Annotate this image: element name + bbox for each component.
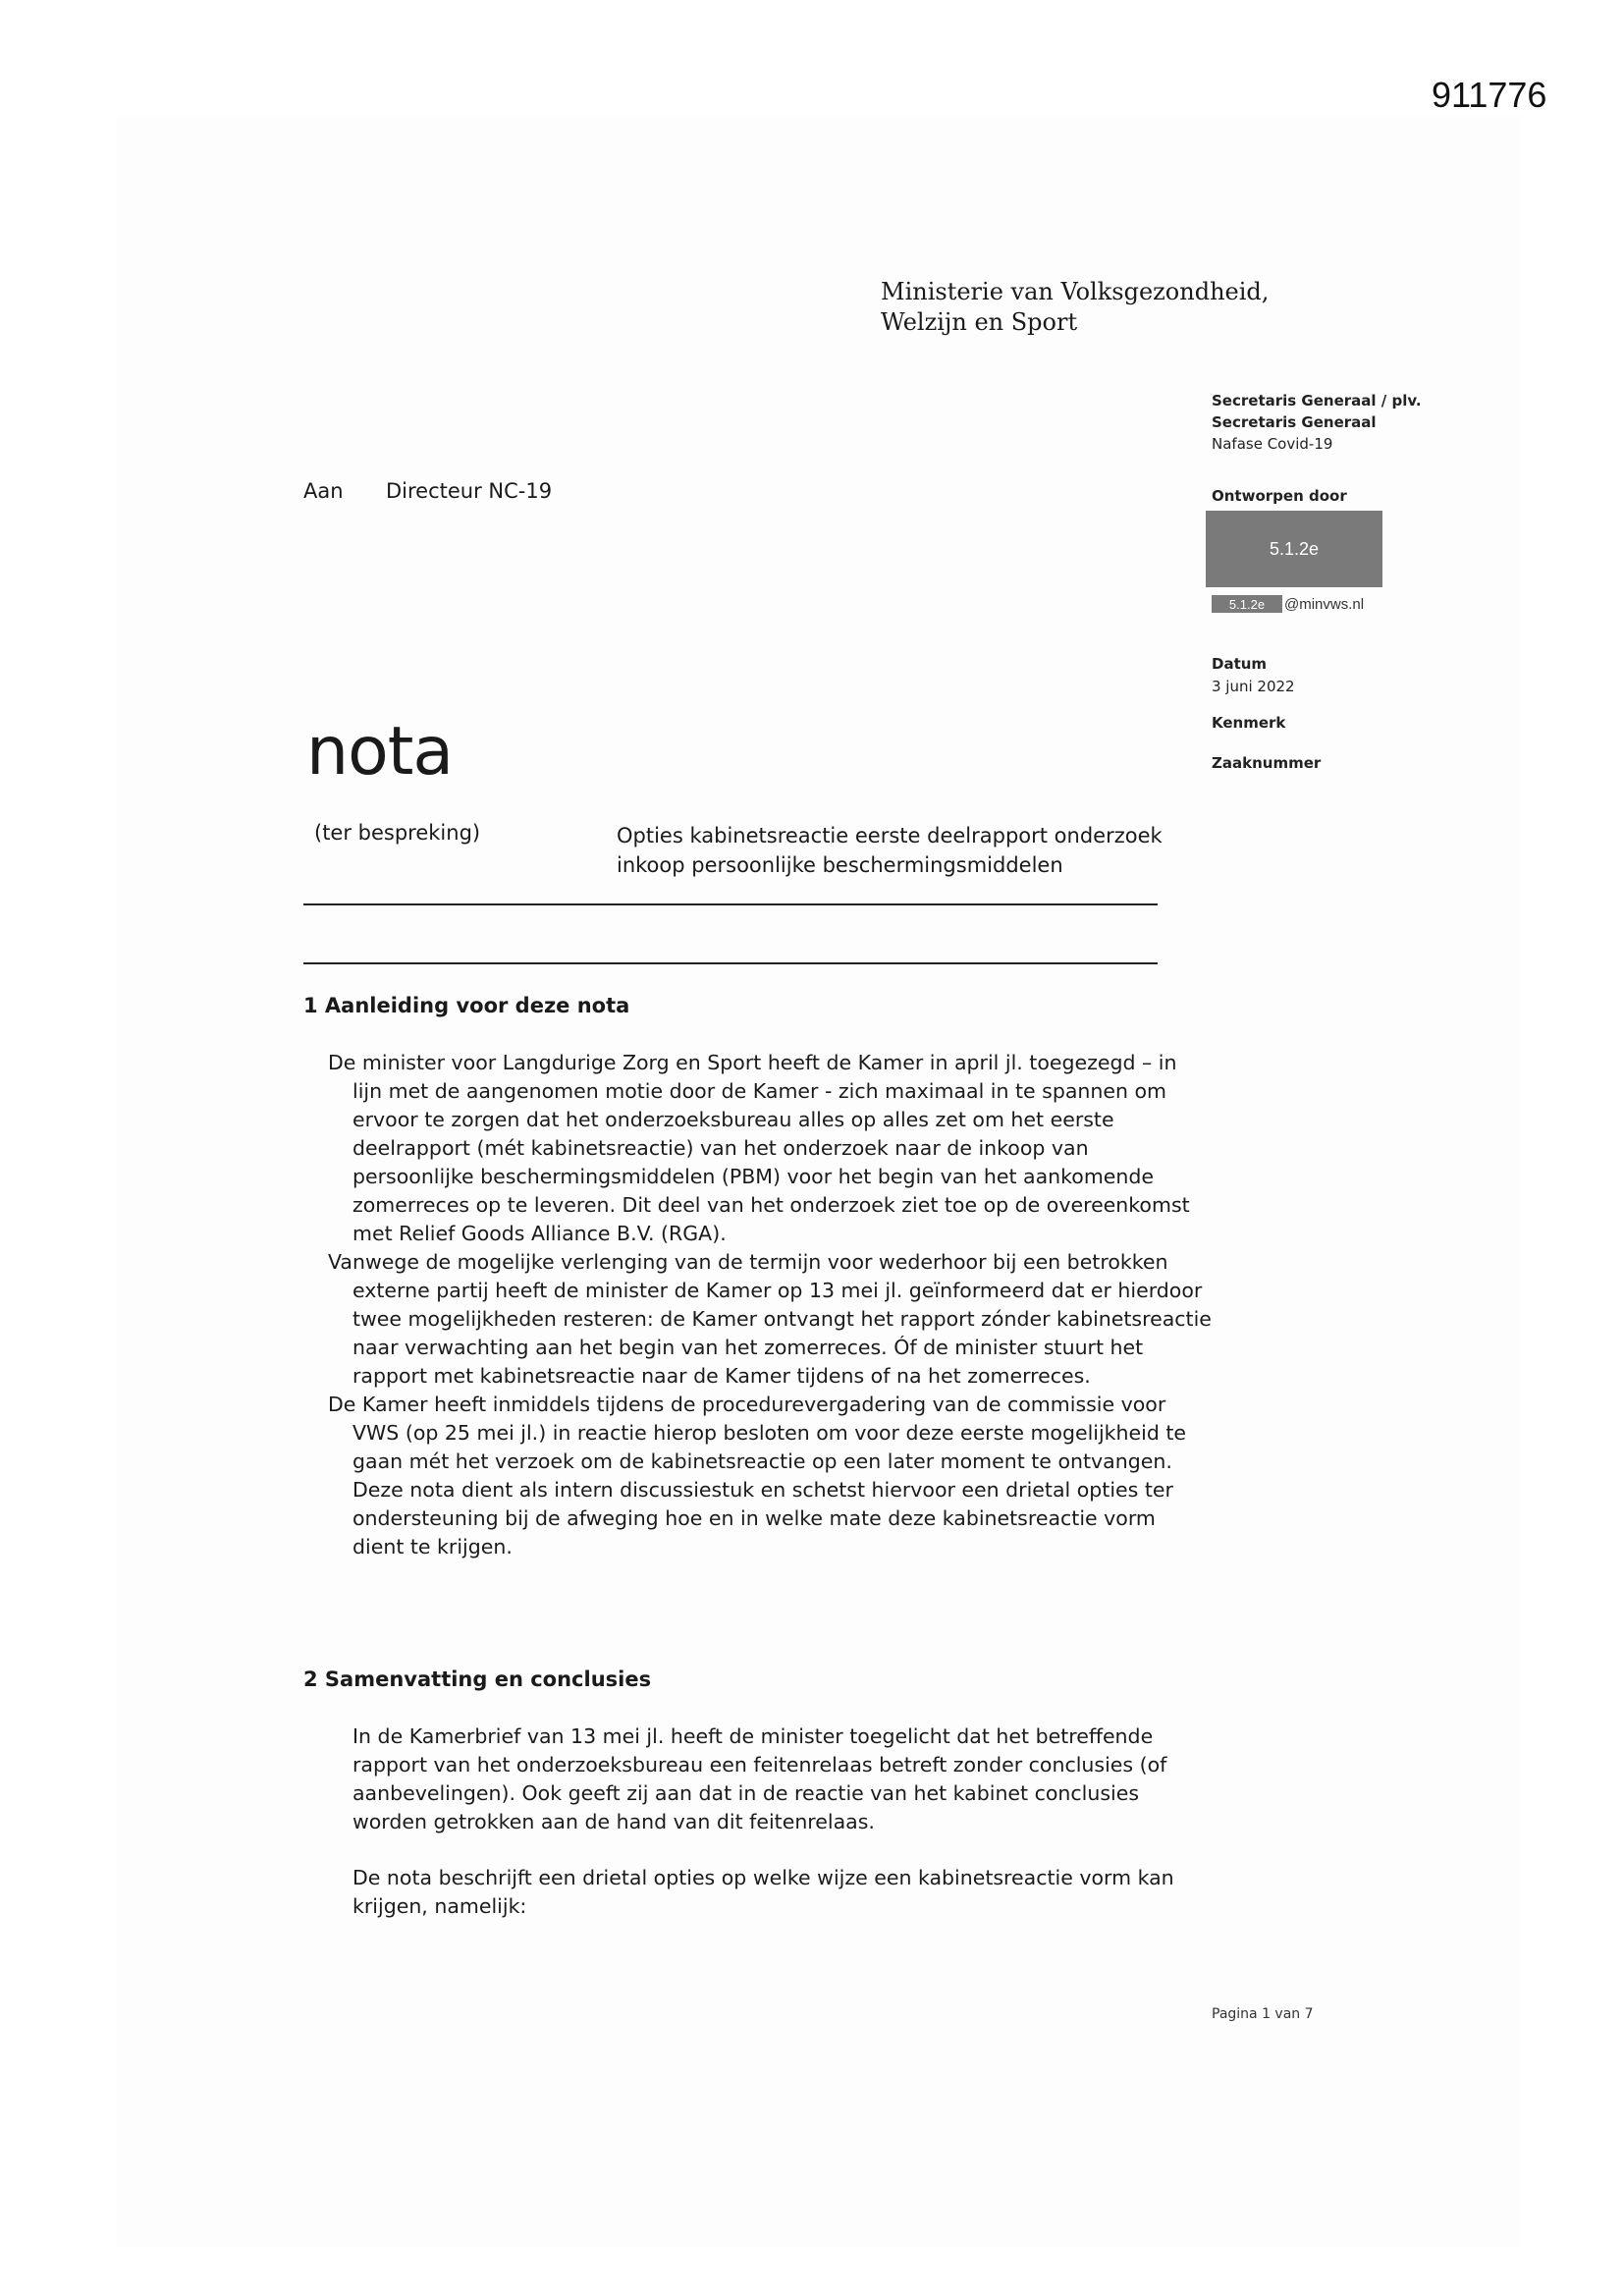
divider-top [303,903,1158,905]
document-status: (ter bespreking) [314,821,481,845]
department-line-1: Secretaris Generaal / plv. [1212,392,1422,410]
email-domain: @minvws.nl [1284,595,1365,613]
section-1-paragraph: De minister voor Langdurige Zorg en Sport heeft de Kamer in april jl. toegezegd – in lijn met de aangenomen motie door de Kamer - zich maximaal in te spannen om ervoor te zorgen dat het onderzoeksbureau alles op alles zet om het eerste deelrapport (mét kabinetsreactie) van het onderzoek naar de inkoop van persoonlijke beschermingsmiddelen (PBM) voor het begin van het aankomende zomerreces op te leveren. Dit deel van het onderzoek ziet toe op de overeenkomst met Relief Goods Alliance B.V. (RGA). [328,1051,1190,1245]
subject-line-2: inkoop persoonlijke beschermingsmiddelen [617,853,1063,877]
addressee-value: Directeur NC-19 [386,479,553,503]
section-2-paragraph: In de Kamerbrief van 13 mei jl. heeft de minister toegelicht dat het betreffende rapport van het onderzoeksbureau een feitenrelaas betreft zonder conclusies (of aanbevelingen). Ook geeft zij aan dat in de reactie van het kabinet conclusies worden getrokken aan de hand van dit feitenrelaas. [352,1724,1167,1833]
subject-line-1: Opties kabinetsreactie eerste deelrapport onderzoek [617,824,1163,847]
document-title: nota [306,713,454,791]
section-2-body [352,1722,1212,1921]
section-1-paragraph: Deze nota dient als intern discussiestuk en schetst hiervoor een drietal opties ter ondersteuning bij de afweging hoe en in welke mate deze kabinetsreactie vorm dient te krijgen. [352,1478,1173,1558]
addressee-label: Aan [303,479,344,503]
date-value: 3 juni 2022 [1212,678,1295,695]
reference-label: Kenmerk [1212,714,1286,732]
redacted-name-box: 5.1.2e [1206,511,1382,587]
date-label: Datum [1212,655,1268,673]
section-1-heading: 1 Aanleiding voor deze nota [303,994,630,1017]
department-line-2: Secretaris Generaal [1212,413,1377,431]
document-subject [617,821,1196,880]
section-1-paragraph: Vanwege de mogelijke verlenging van de termijn voor wederhoor bij een betrokken externe partij heeft de minister de Kamer op 13 mei jl. geïnformeerd dat er hierdoor twee mogelijkheden resteren: de Kamer ontvangt het rapport zónder kabinetsreactie naar verwachting aan het begin van het zomerreces. Óf de minister stuurt het rapport met kabinetsreactie naar de Kamer tijdens of na het zomerreces. [328,1250,1212,1388]
redacted-email-box: 5.1.2e [1212,595,1282,613]
section-2-paragraph: De nota beschrijft een drietal opties op welke wijze een kabinetsreactie vorm kan krijgen, namelijk: [352,1866,1174,1918]
designed-by-label: Ontworpen door [1212,487,1347,505]
author-email [1212,595,1364,613]
section-2-heading: 2 Samenvatting en conclusies [303,1667,652,1691]
section-1-body [328,1049,1212,1561]
page-footer: Pagina 1 van 7 [1212,2006,1314,2022]
department-line-3: Nafase Covid-19 [1212,435,1333,453]
document-number: 911776 [1432,75,1547,115]
ministry-line-1: Ministerie van Volksgezondheid, [881,278,1270,305]
sender-department [1212,390,1422,455]
divider-bottom [303,962,1158,964]
section-1-paragraph: De Kamer heeft inmiddels tijdens de procedurevergadering van de commissie voor VWS (op 25 mei jl.) in reactie hierop besloten om voor deze eerste mogelijkheid te gaan mét het verzoek om de kabinetsreactie op een later moment te ontvangen. [328,1393,1187,1473]
case-number-label: Zaaknummer [1212,754,1322,772]
ministry-logo-text [881,277,1269,338]
ministry-line-2: Welzijn en Sport [881,308,1078,336]
